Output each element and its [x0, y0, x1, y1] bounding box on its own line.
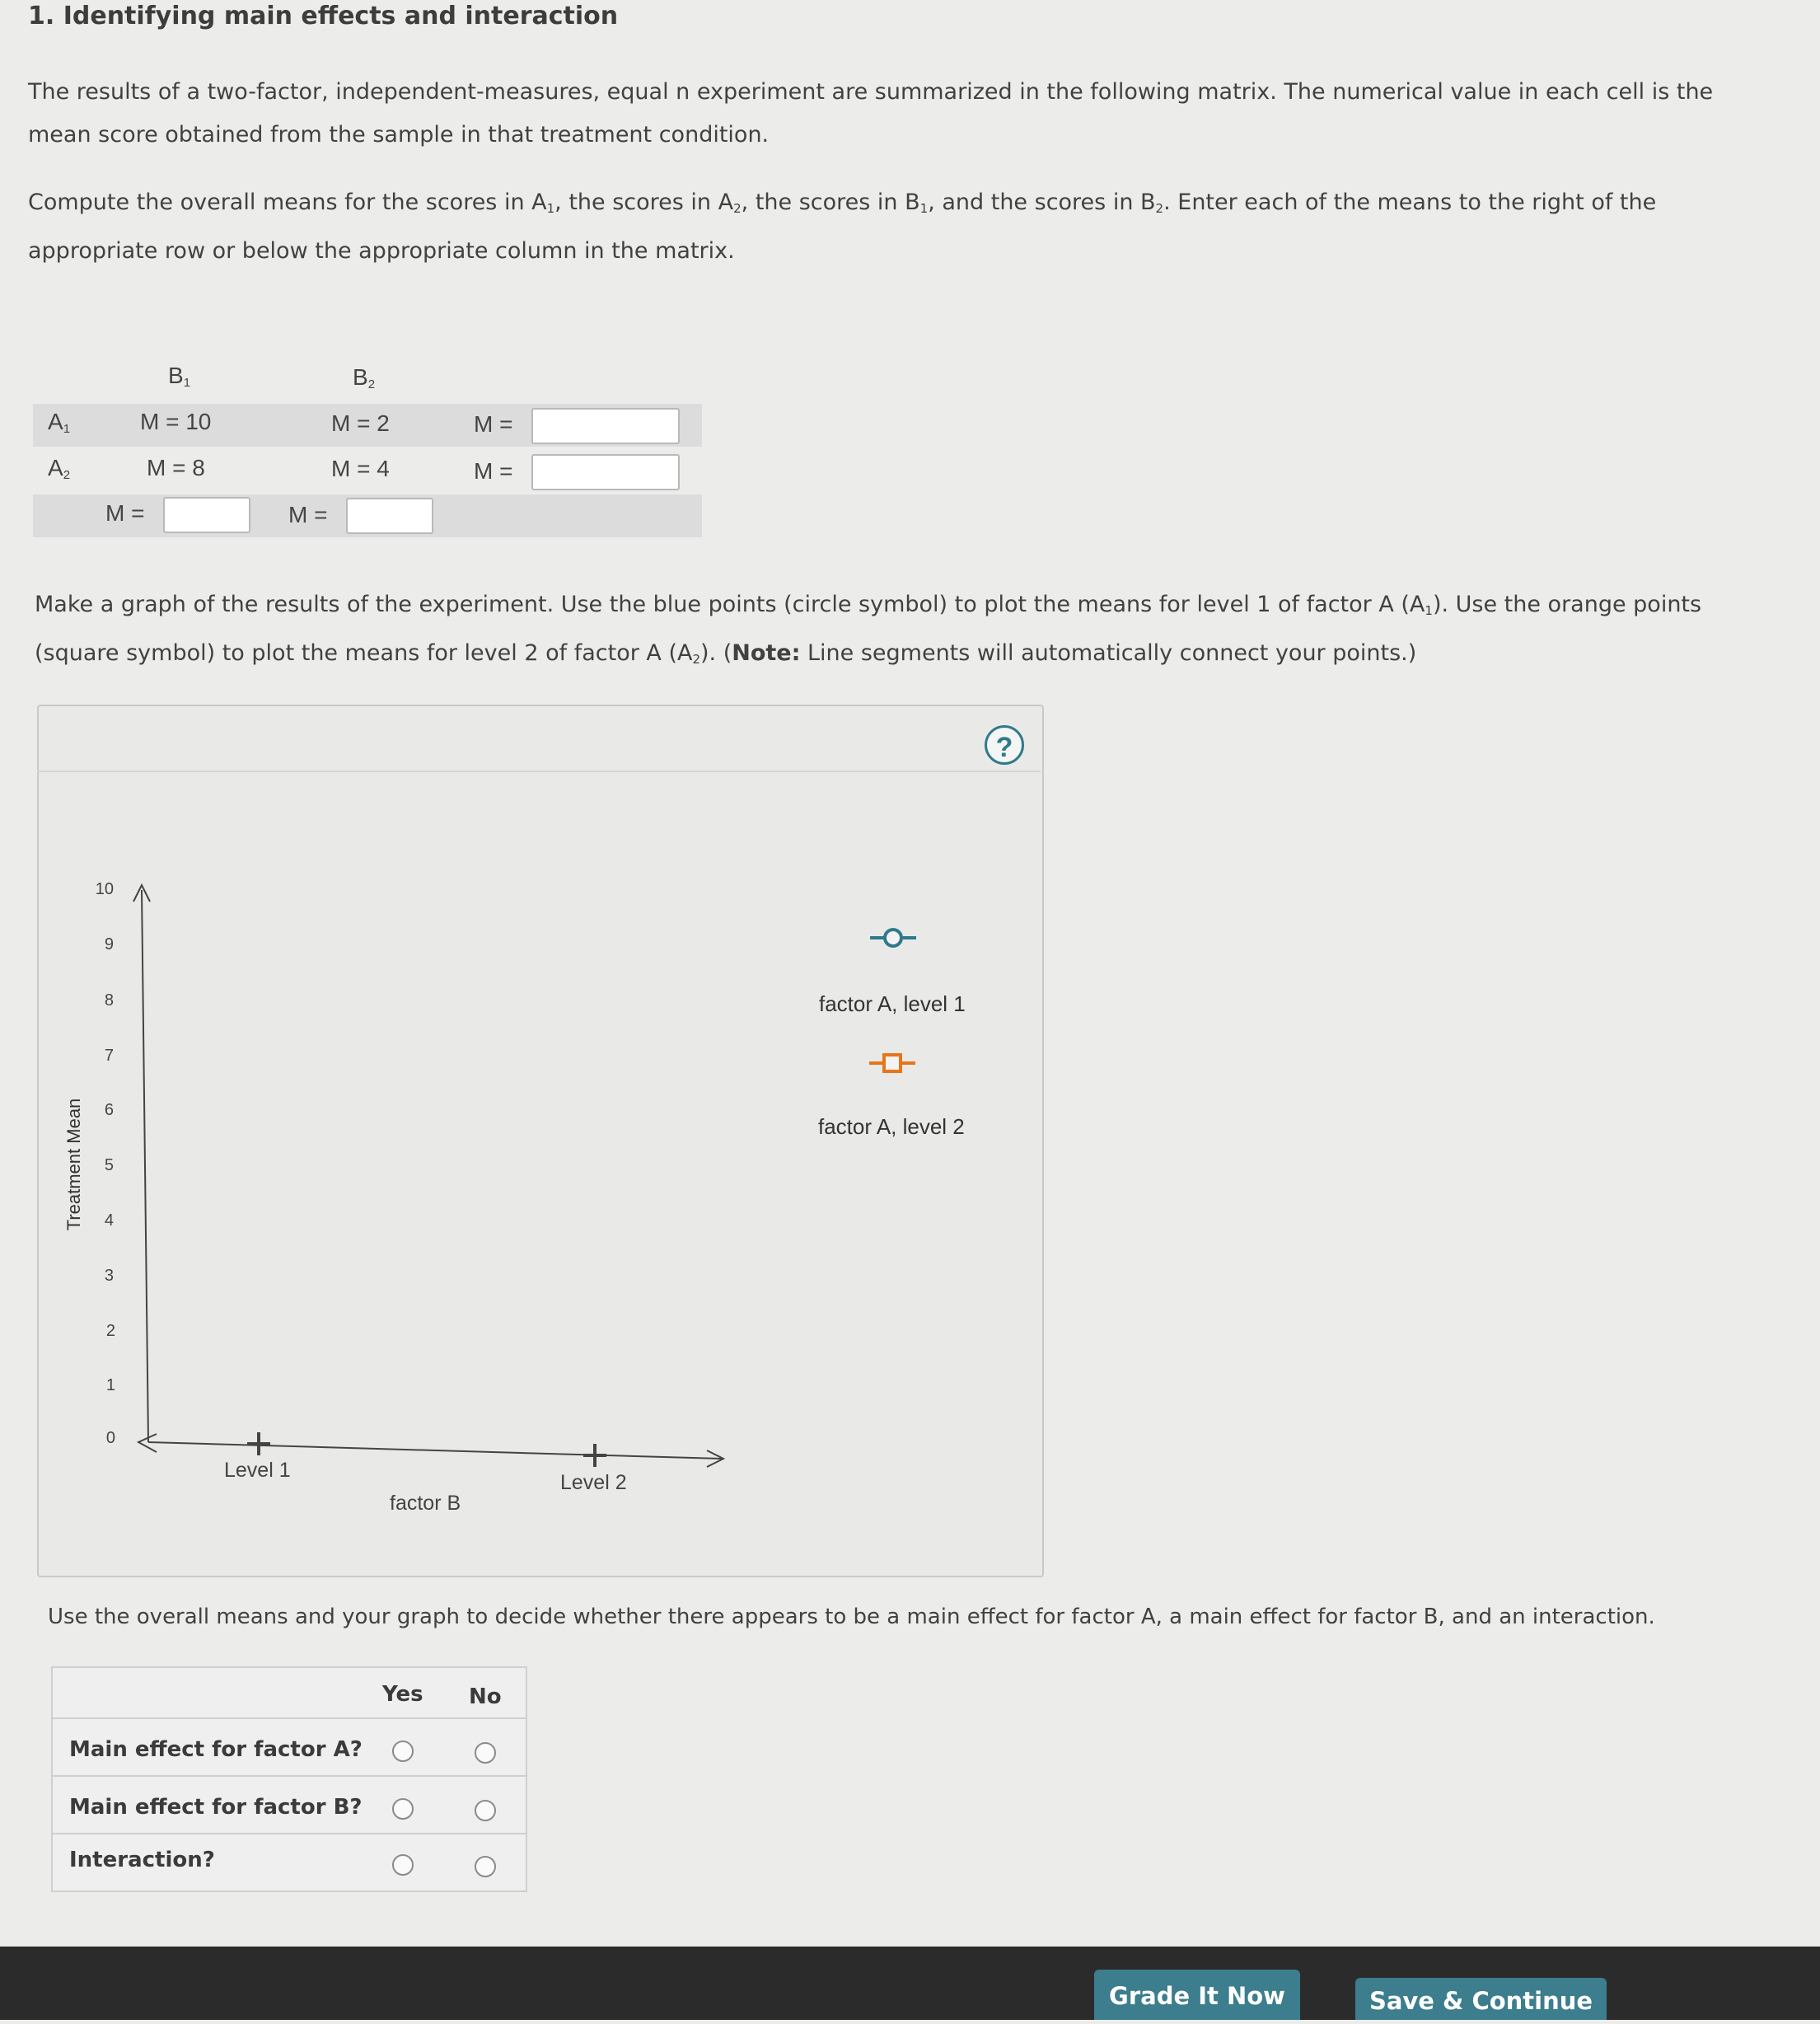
- help-icon[interactable]: ?: [985, 725, 1024, 765]
- y-tick-5: 5: [104, 1156, 114, 1174]
- level1-crosshair: [247, 1432, 270, 1455]
- graph-instructions-line-2: (square symbol) to plot the means for level 2 of factor A $(A_2)$. (Note: Line segments will automatically connect your points.): [35, 640, 1417, 667]
- x-axis-line: [148, 1442, 722, 1459]
- table-row: [53, 1717, 526, 1777]
- grade-it-now-button[interactable]: Grade It Now: [1094, 1970, 1300, 2020]
- decision-table: [51, 1666, 527, 1892]
- x-axis-title: factor B: [390, 1492, 461, 1515]
- x-level-1-label: Level 1: [224, 1459, 291, 1482]
- y-tick-2: 2: [105, 1322, 115, 1340]
- table-row: [53, 1775, 526, 1834]
- legend-a2-label: factor A, level 2: [818, 1114, 965, 1139]
- y-tick-4: 4: [104, 1211, 114, 1230]
- compute-line-1: Compute the overall means for the scores in $A_1$, the scores in $A_2$, the scores in $B_1$, and the scores in $B_2$. Enter each of the means to the right of the: [28, 190, 1657, 216]
- y-tick-1: 1: [105, 1376, 115, 1394]
- intro-line-1: The results of a two-factor, independent-measures, equal n experiment are summarized in the following matrix. The numerical value in each cell is the: [28, 79, 1714, 105]
- cell-a2-b1: M = 8: [147, 455, 205, 480]
- compute-line-2: appropriate row or below the appropriate column in the matrix.: [28, 238, 735, 264]
- row-label-main-effect-a: Main effect for factor A?: [69, 1737, 363, 1762]
- matrix-col-b1: $B_1$: [168, 363, 191, 390]
- question-title: 1. Identifying main effects and interaction: [28, 2, 619, 30]
- intro-line-2: mean score obtained from the sample in that treatment condition.: [28, 122, 770, 148]
- radio-main-b-yes[interactable]: [392, 1798, 414, 1820]
- row-a2-mean-label: M =: [474, 458, 513, 484]
- y-tick-7: 7: [104, 1047, 114, 1065]
- table-row: [53, 1833, 526, 1892]
- radio-interaction-yes[interactable]: [392, 1854, 414, 1876]
- graph-instructions-line-1: Make a graph of the results of the experiment. Use the blue points (circle symbol) to plot the means for level 1 of factor A $(A_1)$. Use the orange points: [35, 592, 1702, 618]
- radio-main-a-no[interactable]: [475, 1742, 496, 1764]
- col-yes-header: Yes: [382, 1682, 423, 1707]
- matrix-row-a2: $A_2$: [48, 455, 71, 482]
- y-tick-9: 9: [104, 935, 114, 953]
- radio-main-a-yes[interactable]: [392, 1741, 414, 1762]
- legend-a2-marker: [869, 1055, 915, 1071]
- y-tick-0: 0: [105, 1429, 115, 1447]
- matrix-col-b2: $B_2$: [353, 364, 376, 391]
- y-tick-8: 8: [104, 991, 114, 1010]
- matrix-row-a1: $A_1$: [48, 409, 71, 436]
- col-b1-mean-label: M =: [105, 500, 145, 526]
- col-no-header: No: [469, 1684, 502, 1709]
- y-tick-10: 10: [95, 880, 114, 898]
- radio-interaction-no[interactable]: [475, 1856, 496, 1877]
- row-a1-mean-label: M =: [474, 411, 513, 437]
- radio-main-b-no[interactable]: [475, 1800, 496, 1821]
- row-label-interaction: Interaction?: [69, 1848, 215, 1872]
- save-and-continue-button[interactable]: Save & Continue: [1355, 1978, 1607, 2020]
- y-axis-title: Treatment Mean: [63, 1098, 84, 1231]
- legend-a1-marker: [870, 930, 916, 946]
- cell-a1-b2: M = 2: [331, 410, 390, 436]
- note-label: Note:: [732, 640, 801, 666]
- col-b2-mean-label: M =: [288, 502, 328, 527]
- decision-prompt: Use the overall means and your graph to decide whether there appears to be a main effect for factor A, a main effect for factor B, and an interaction.: [48, 1605, 1655, 1629]
- level2-crosshair: [583, 1444, 606, 1467]
- legend-a1-label: factor A, level 1: [819, 991, 966, 1016]
- x-level-2-label: Level 2: [560, 1471, 627, 1494]
- cell-a2-b2: M = 4: [331, 456, 390, 481]
- cell-a1-b1: M = 10: [140, 409, 212, 434]
- y-axis-line: [142, 890, 148, 1442]
- row-label-main-effect-b: Main effect for factor B?: [69, 1795, 363, 1820]
- y-tick-6: 6: [104, 1101, 114, 1119]
- y-tick-3: 3: [104, 1267, 114, 1285]
